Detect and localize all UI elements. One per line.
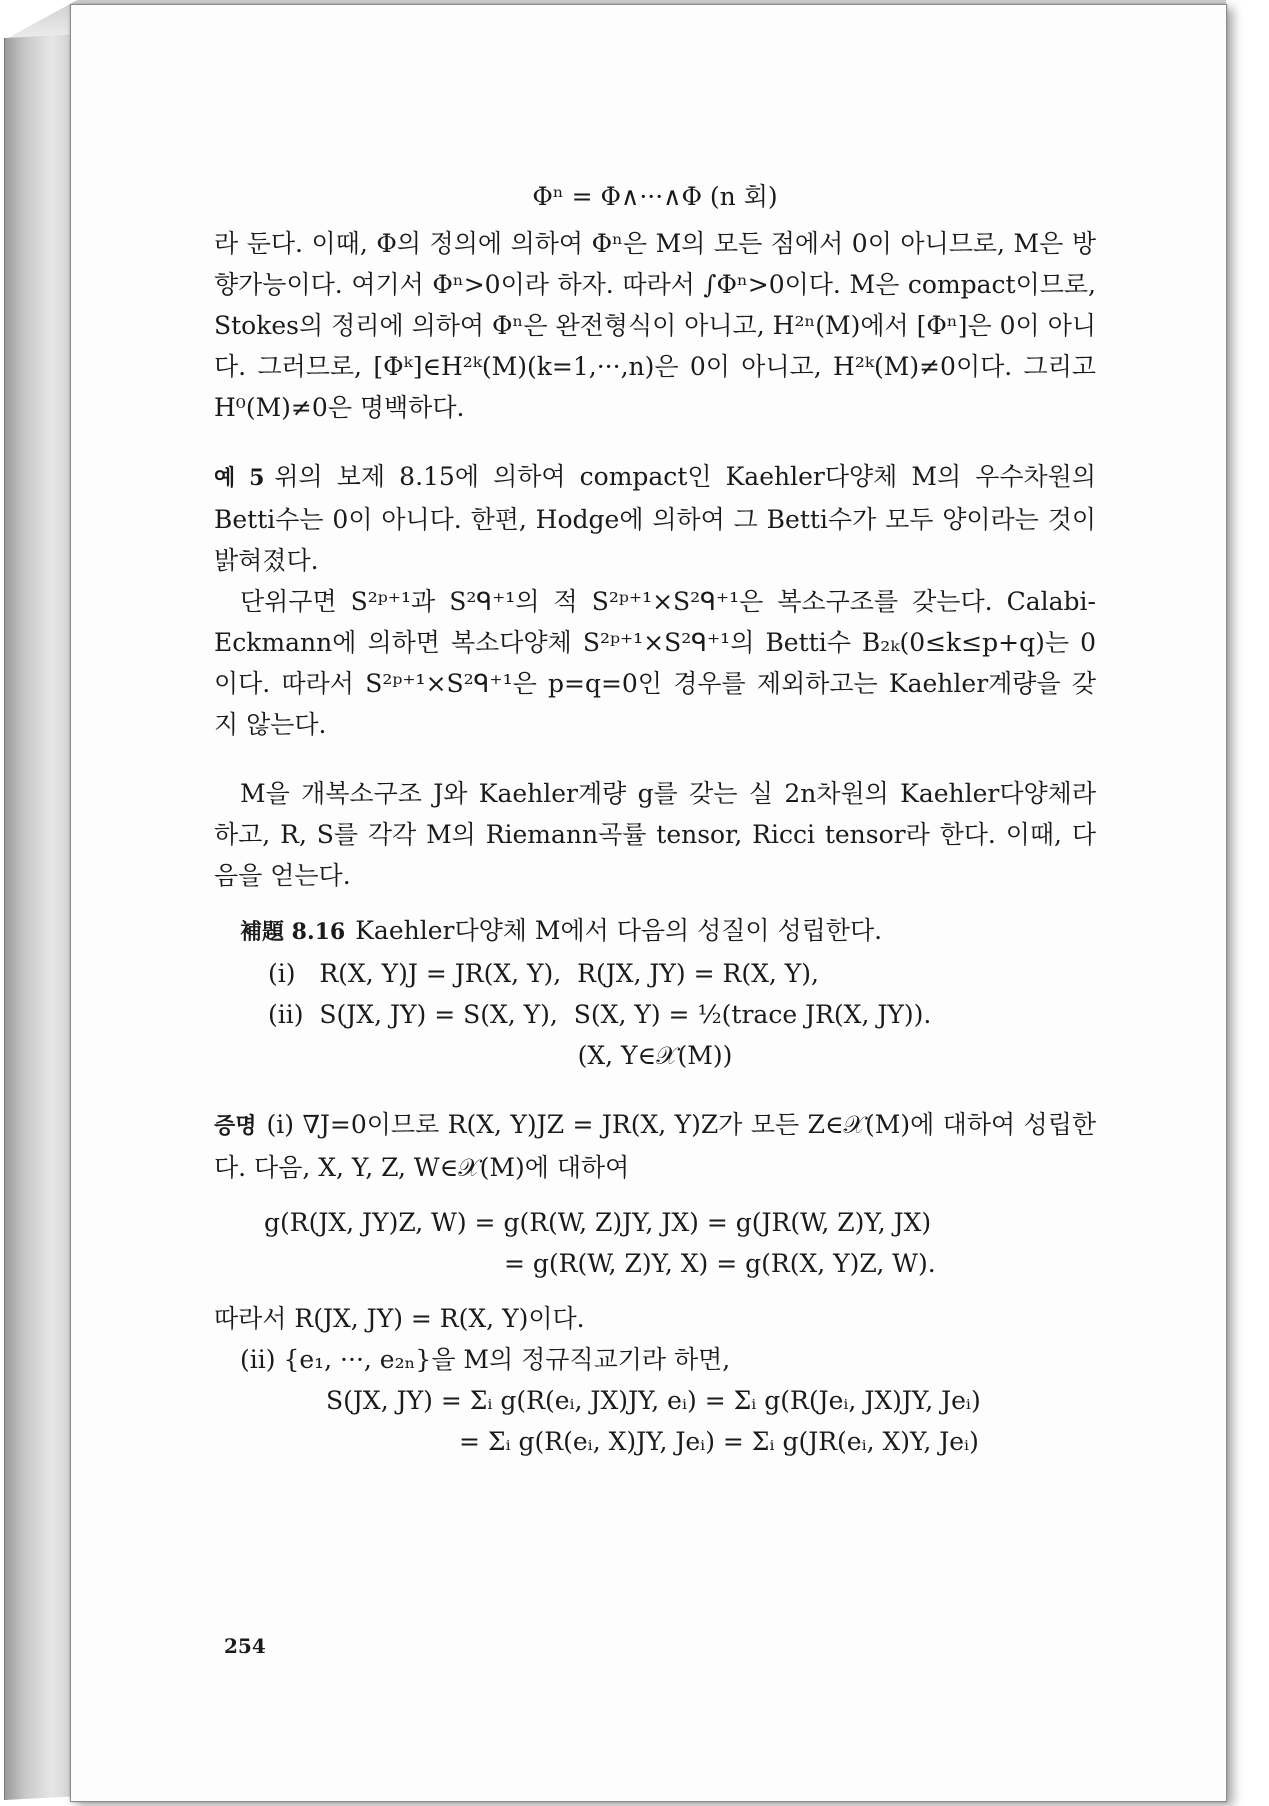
example-label: 예 5 xyxy=(214,465,265,491)
equation-4: = Σᵢ g(R(eᵢ, X)JY, Jeᵢ) = Σᵢ g(JR(eᵢ, X)Y, Jeᵢ) xyxy=(459,1427,979,1456)
equation-2: = g(R(W, Z)Y, X) = g(R(X, Y)Z, W). xyxy=(504,1249,936,1278)
proof-part-i xyxy=(214,1104,1096,1188)
page-content xyxy=(214,176,1096,1462)
example-5 xyxy=(214,456,1096,581)
paragraph-calabi-eckmann: 단위구면 S²ᵖ⁺¹과 S²ᑫ⁺¹의 적 S²ᵖ⁺¹×S²ᑫ⁺¹은 복소구조를 갖는다. Calabi-Eckmann에 의하면 복소다양체 S²ᵖ⁺¹×S²ᑫ⁺¹의 Betti수 B₂ₖ(0≤k≤p+q)는 0이다. 따라서 S²ᵖ⁺¹×S²ᑫ⁺¹은 p=q=0인 경우를 제외하고는 Kaehler계량을 갖지 않는다. xyxy=(214,587,1096,739)
proof-part-ii: (ii) {e₁, ···, e₂ₙ}을 M의 정규직교기라 하면, xyxy=(240,1345,731,1374)
lemma-item-ii: (ii) S(JX, JY) = S(X, Y), S(X, Y) = ½(trace JR(X, JY)). xyxy=(268,1000,932,1029)
paragraph-conclusion-i: 따라서 R(JX, JY) = R(X, Y)이다. xyxy=(214,1304,585,1333)
formula-phi-n: Φⁿ = Φ∧···∧Φ (n 회) xyxy=(532,182,778,211)
proof-i-text: (i) ∇J=0이므로 R(X, Y)JZ = JR(X, Y)Z가 모든 Z∈𝒳(M)에 대하여 성립한다. 다음, X, Y, Z, W∈𝒳(M)에 대하여 xyxy=(214,1110,1096,1182)
proof-label: 증명 xyxy=(214,1113,257,1139)
lemma-item-i: (i) R(X, Y)J = JR(X, Y), R(JX, JY) = R(X, Y), xyxy=(268,959,820,988)
book-spine xyxy=(4,34,71,1800)
lemma-statement: Kaehler다양체 M에서 다음의 성질이 성립한다. xyxy=(355,916,883,945)
lemma-label: 補題 8.16 xyxy=(240,919,346,945)
paragraph-orientability: 라 둔다. 이때, Φ의 정의에 의하여 Φⁿ은 M의 모든 점에서 0이 아니므로, M은 방향가능이다. 여기서 Φⁿ>0이라 하자. 따라서 ∫Φⁿ>0이다. M은 compact이므로, Stokes의 정리에 의하여 Φⁿ은 완전형식이 아니고, H²ⁿ(M)에서 [Φⁿ]은 0이 아니다. 그러므로, [Φᵏ]∈H²ᵏ(M)(k=1,···,n)은 0이 아니고, H²ᵏ(M)≠0이다. 그리고 H⁰(M)≠0은 명백하다. xyxy=(214,229,1096,422)
lemma-8-16 xyxy=(214,910,1096,953)
page-number: 254 xyxy=(224,1634,266,1658)
equation-1: g(R(JX, JY)Z, W) = g(R(W, Z)JY, JX) = g(JR(W, Z)Y, JX) xyxy=(264,1208,932,1237)
example-text: 위의 보제 8.15에 의하여 compact인 Kaehler다양체 M의 우수차원의 Betti수는 0이 아니다. 한편, Hodge에 의하여 그 Betti수가 모두 양이라는 것이 밝혀졌다. xyxy=(214,462,1096,575)
paragraph-kaehler-setup: M을 개복소구조 J와 Kaehler계량 g를 갖는 실 2n차원의 Kaehler다양체라 하고, R, S를 각각 M의 Riemann곡률 tensor, Ricci tensor라 한다. 이때, 다음을 얻는다. xyxy=(214,779,1096,890)
equation-3: S(JX, JY) = Σᵢ g(R(eᵢ, JX)JY, eᵢ) = Σᵢ g(R(Jeᵢ, JX)JY, Jeᵢ) xyxy=(326,1386,981,1415)
lemma-condition: (X, Y∈𝒳(M)) xyxy=(577,1041,733,1070)
